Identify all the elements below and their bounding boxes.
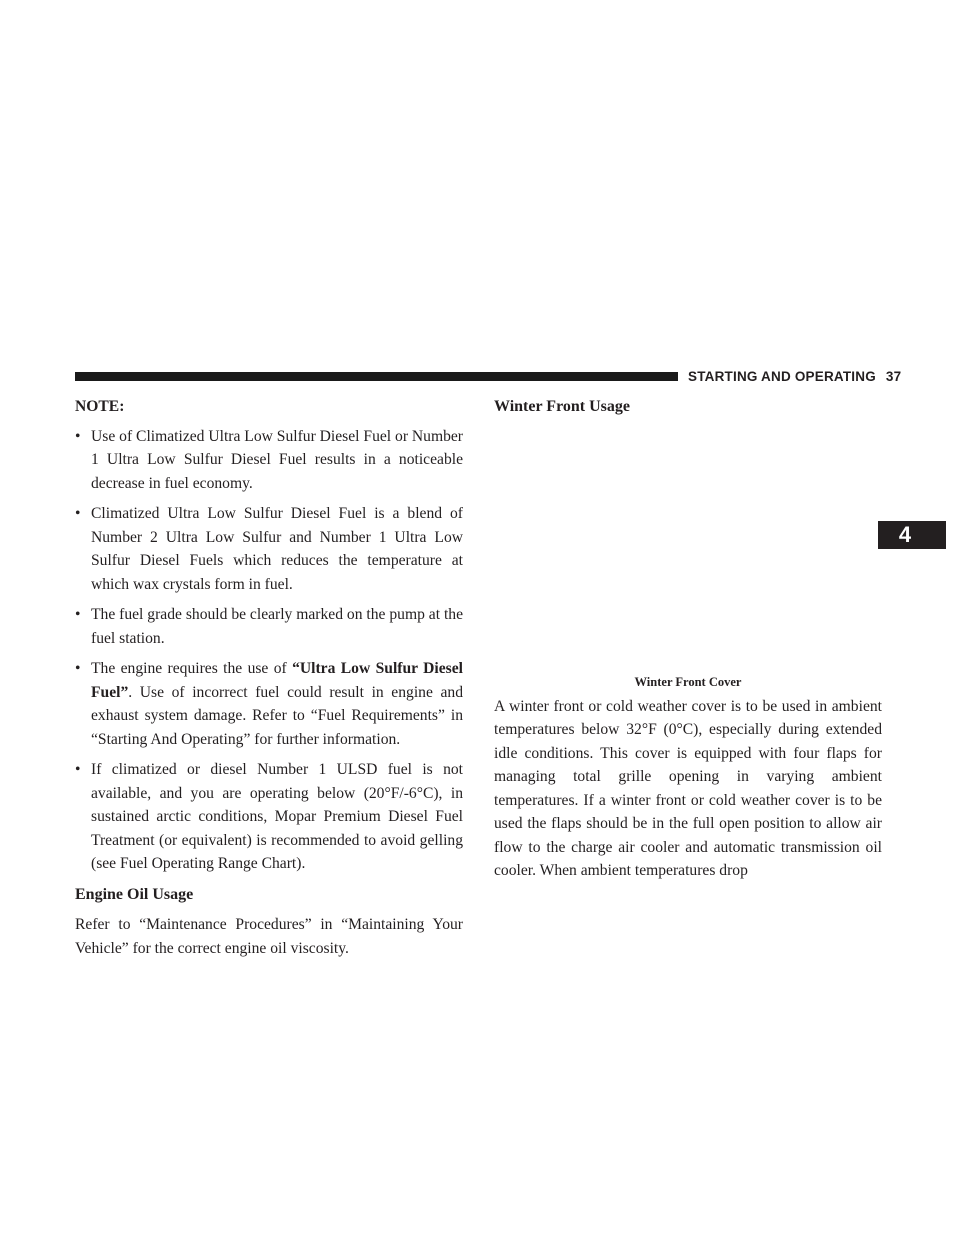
list-item bbox=[75, 603, 463, 650]
bullet-icon: • bbox=[75, 427, 81, 445]
list-item-text-emphasis: “Ultra Low Sulfur Diesel Fuel” bbox=[91, 660, 463, 701]
running-header bbox=[688, 367, 901, 387]
figure-placeholder bbox=[494, 426, 882, 673]
section-title: STARTING AND OPERATING bbox=[688, 369, 876, 384]
list-item bbox=[75, 502, 463, 596]
bullet-icon: • bbox=[75, 761, 81, 778]
list-item-text-lead: The engine requires the use of bbox=[91, 660, 293, 677]
list-item bbox=[75, 657, 463, 751]
list-item-text: If climatized or diesel Number 1 ULSD fuel is not available, and you are operating below (20°F/-6°C), in sustained arctic conditions, Mopar Premium Diesel Fuel Treatment (or equivalent) is recommended to avoid gelling (see Fuel Operating Range Chart). bbox=[91, 761, 463, 872]
engine-oil-heading: Engine Oil Usage bbox=[75, 885, 194, 903]
bullet-icon: • bbox=[75, 660, 81, 677]
header-rule bbox=[75, 372, 678, 381]
right-column bbox=[494, 395, 882, 883]
engine-oil-paragraph: Refer to “Maintenance Procedures” in “Maintaining Your Vehicle” for the correct engine oil viscosity. bbox=[75, 916, 463, 957]
list-item-text: Use of Climatized Ultra Low Sulfur Diesel Fuel or Number 1 Ultra Low Sulfur Diesel Fuel results in a noticeable decrease in fuel economy. bbox=[91, 427, 464, 492]
winter-front-heading: Winter Front Usage bbox=[494, 398, 630, 415]
list-item-text-tail: . Use of incorrect fuel could result in engine and exhaust system damage. Refer to “Fuel Requirements” in “Starting And Operating” for further information. bbox=[91, 683, 463, 748]
bullet-icon: • bbox=[75, 505, 81, 522]
note-title: NOTE: bbox=[75, 398, 125, 415]
list-item-text: Climatized Ultra Low Sulfur Diesel Fuel is a blend of Number 2 Ultra Low Sulfur and Number 1 Ultra Low Sulfur Diesel Fuels which reduces the temperature at which wax crystals form in fuel. bbox=[91, 505, 463, 593]
page-number: 37 bbox=[885, 369, 902, 384]
left-column bbox=[75, 395, 463, 960]
list-item bbox=[75, 425, 463, 496]
winter-front-paragraph: A winter front or cold weather cover is to be used in ambient temperatures below 32°F (0°C), especially during extended idle conditions. This cover is equipped with four flaps for managing total grille opening in varying ambient temperatures. If a winter front or cold weather cover is to be used the flaps should be in the full open position to allow air flow to the charge air cooler and automatic transmission oil cooler. When ambient temperatures drop bbox=[494, 697, 882, 879]
note-bullet-list bbox=[75, 425, 463, 876]
figure-caption: Winter Front Cover bbox=[634, 674, 742, 689]
chapter-tab bbox=[878, 521, 946, 549]
list-item bbox=[75, 758, 463, 876]
chapter-number: 4 bbox=[898, 522, 912, 547]
list-item-text: The fuel grade should be clearly marked on the pump at the fuel station. bbox=[91, 606, 463, 647]
bullet-icon: • bbox=[75, 606, 81, 623]
